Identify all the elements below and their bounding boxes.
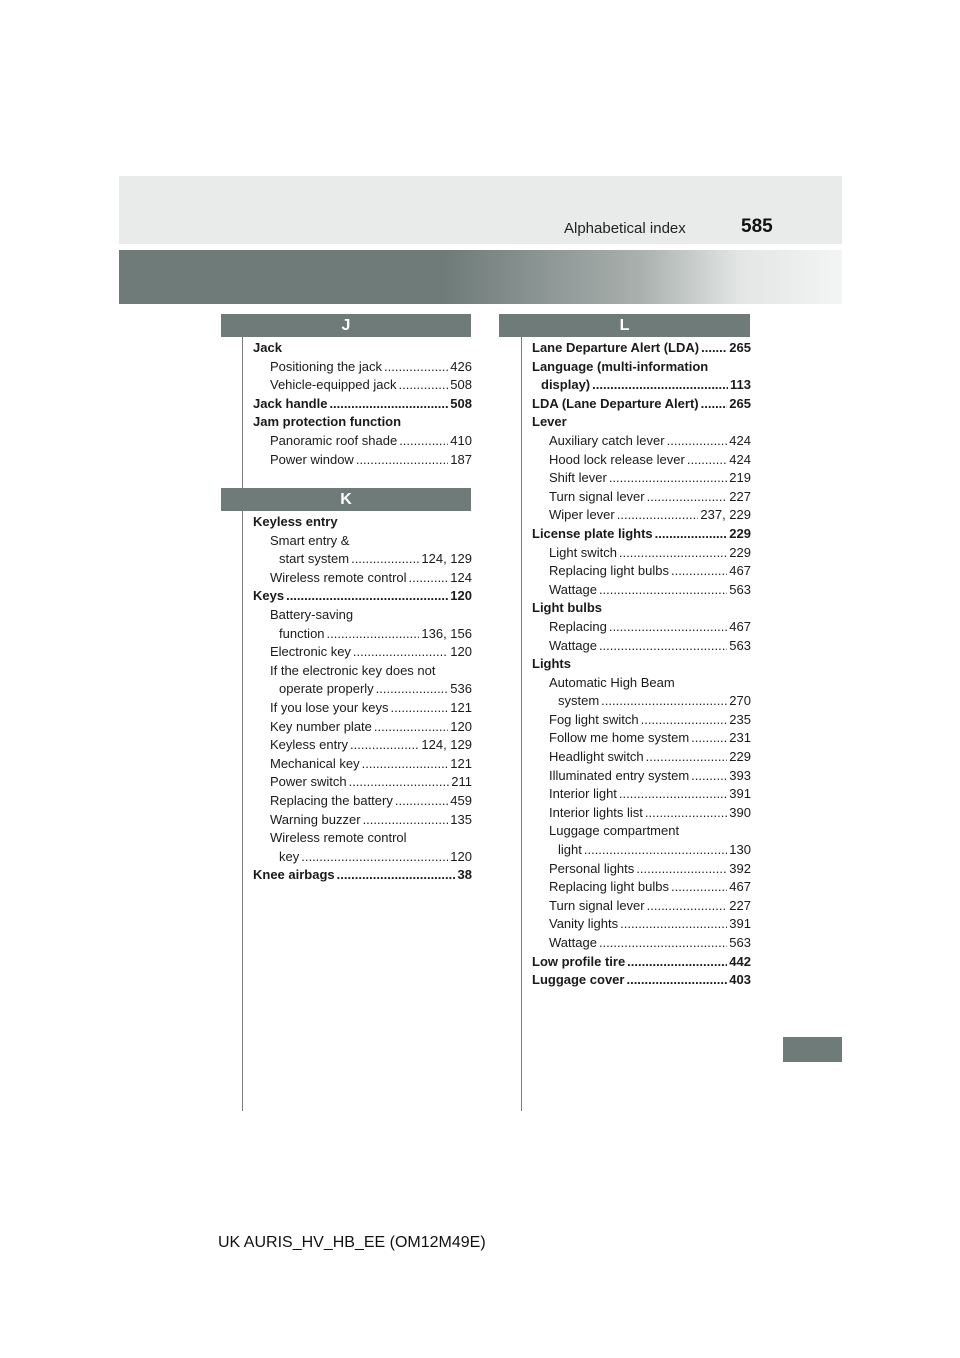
entry-page-ref[interactable]: 124, 129 (421, 551, 472, 567)
index-entry (532, 692, 751, 711)
index-entry (532, 785, 751, 804)
entry-page-ref[interactable]: 229 (729, 544, 751, 560)
entry-term: Headlight switch (549, 749, 644, 765)
entry-term: Luggage cover (532, 972, 625, 988)
index-column-j (253, 339, 472, 469)
index-entry (253, 699, 472, 718)
index-entry (532, 469, 751, 488)
index-column-k (253, 513, 472, 885)
dot-leader (398, 376, 448, 395)
dot-leader (691, 729, 727, 748)
dot-leader (599, 934, 727, 953)
index-entry (532, 674, 751, 693)
entry-page-ref[interactable]: 120 (450, 644, 472, 660)
dot-leader (619, 544, 727, 563)
dot-leader (667, 432, 728, 451)
entry-term: License plate lights (532, 525, 653, 541)
entry-term: Turn signal lever (549, 897, 645, 913)
entry-page-ref[interactable]: 120 (450, 718, 472, 734)
index-entry (532, 581, 751, 600)
index-entry (532, 860, 751, 879)
entry-term: Smart entry & (270, 532, 350, 548)
entry-term: If the electronic key does not (270, 662, 436, 678)
entry-term: Hood lock release lever (549, 451, 685, 467)
entry-page-ref[interactable]: 467 (729, 879, 751, 895)
left-column-rule (242, 337, 243, 1111)
entry-term: Interior lights list (549, 804, 643, 820)
entry-term: Wattage (549, 581, 597, 597)
index-entry (253, 718, 472, 737)
dot-leader (617, 506, 699, 525)
entry-term: Keyless entry (270, 737, 349, 753)
dot-leader (395, 792, 448, 811)
entry-page-ref[interactable]: 391 (729, 916, 751, 932)
index-entry (253, 755, 472, 774)
dot-leader (701, 395, 728, 414)
thumb-tab (783, 1037, 842, 1062)
entry-page-ref[interactable]: 390 (729, 804, 751, 820)
index-entry (532, 637, 751, 656)
index-entry (253, 587, 472, 606)
section-title: Alphabetical index (564, 220, 686, 237)
index-entry (253, 625, 472, 644)
index-entry (532, 711, 751, 730)
dot-leader (351, 550, 419, 569)
entry-page-ref[interactable]: 231 (729, 730, 751, 746)
index-entry (253, 829, 472, 848)
dot-leader (349, 773, 450, 792)
index-entry (253, 550, 472, 569)
dot-leader (627, 953, 727, 972)
dot-leader (376, 680, 449, 699)
entry-term: Replacing light bulbs (549, 879, 669, 895)
entry-page-ref[interactable]: 392 (729, 860, 751, 876)
index-entry (532, 655, 751, 674)
index-entry (253, 606, 472, 625)
entry-term: Luggage compartment (549, 823, 680, 839)
dot-leader (691, 767, 727, 786)
entry-term: Lane Departure Alert (LDA) (532, 340, 700, 355)
index-entry (253, 358, 472, 377)
dot-leader (601, 692, 727, 711)
entry-term: Lights (532, 656, 571, 672)
letter-heading-k: K (221, 488, 471, 511)
entry-page-ref[interactable]: 219 (729, 470, 751, 486)
entry-page-ref[interactable]: 508 (450, 395, 472, 411)
entry-term: Wattage (549, 935, 597, 950)
index-entry (532, 767, 751, 786)
entry-term: key (279, 848, 300, 864)
entry-term: Fog light switch (549, 711, 639, 727)
index-entry (532, 804, 751, 823)
entry-term: Follow me home system (549, 730, 690, 746)
index-entry (253, 643, 472, 662)
entry-term: light (558, 842, 582, 858)
index-entry (532, 413, 751, 432)
index-entry (253, 680, 472, 699)
entry-page-ref[interactable]: 121 (450, 699, 472, 715)
index-entry (253, 569, 472, 588)
index-entry (253, 866, 472, 885)
entry-page-ref[interactable]: 38 (457, 867, 472, 883)
index-entry (532, 488, 751, 507)
entry-term: Knee airbags (253, 867, 335, 883)
entry-page-ref[interactable]: 229 (729, 749, 751, 765)
dot-leader (647, 897, 728, 916)
index-entry (532, 897, 751, 916)
entry-page-ref[interactable]: 265 (729, 340, 751, 355)
index-entry (532, 451, 751, 470)
entry-term: Wireless remote control (270, 569, 407, 585)
dot-leader (647, 488, 728, 507)
entry-page-ref[interactable]: 508 (450, 377, 472, 393)
entry-page-ref[interactable]: 227 (729, 488, 751, 504)
entry-page-ref[interactable]: 121 (450, 755, 472, 771)
entry-term: Wattage (549, 637, 597, 653)
entry-term: Warning buzzer (270, 811, 361, 827)
letter-heading-j: J (221, 314, 471, 337)
dot-leader (609, 469, 727, 488)
entry-page-ref[interactable]: 442 (729, 953, 751, 969)
header-band (119, 250, 842, 304)
index-entry (532, 339, 751, 358)
index-entry (532, 878, 751, 897)
entry-term: display) (541, 377, 591, 393)
dot-leader (599, 581, 727, 600)
entry-term: Jam protection function (253, 414, 402, 430)
entry-term: Light switch (549, 544, 617, 560)
dot-leader (329, 395, 448, 414)
entry-term: Wireless remote control (270, 830, 407, 846)
index-entry (253, 662, 472, 681)
index-entry (532, 525, 751, 544)
entry-page-ref[interactable]: 187 (450, 451, 472, 467)
index-entry (532, 915, 751, 934)
entry-term: Battery-saving (270, 606, 354, 622)
index-column-l (532, 339, 751, 990)
index-entry (253, 376, 472, 395)
dot-leader (671, 878, 727, 897)
index-entry (253, 736, 472, 755)
entry-page-ref[interactable]: 536 (450, 681, 472, 697)
index-entry (532, 544, 751, 563)
entry-term: Interior light (549, 786, 617, 802)
entry-term: Replacing the battery (270, 792, 393, 808)
index-entry (532, 934, 751, 953)
index-entry (253, 848, 472, 867)
page-number: 585 (741, 216, 773, 237)
entry-page-ref[interactable]: 563 (729, 637, 751, 653)
index-entry (253, 339, 472, 358)
entry-page-ref[interactable]: 235 (729, 711, 751, 727)
dot-leader (671, 562, 727, 581)
dot-leader (350, 736, 419, 755)
entry-page-ref[interactable]: 403 (729, 972, 751, 988)
right-column-rule (521, 337, 522, 1111)
footer-code: UK AURIS_HV_HB_EE (OM12M49E) (218, 1234, 486, 1251)
dot-leader (626, 971, 727, 990)
index-entry (253, 432, 472, 451)
entry-term: Replacing (549, 618, 607, 634)
index-entry (253, 532, 472, 551)
index-entry (532, 395, 751, 414)
index-entry (253, 513, 472, 532)
entry-page-ref[interactable]: 227 (729, 897, 751, 913)
index-entry (253, 792, 472, 811)
dot-leader (362, 755, 449, 774)
index-entry (253, 811, 472, 830)
dot-leader (619, 785, 727, 804)
entry-term: Illuminated entry system (549, 767, 690, 783)
entry-page-ref[interactable]: 424 (729, 451, 751, 467)
entry-term: Mechanical key (270, 755, 360, 771)
dot-leader (646, 748, 728, 767)
entry-term: Positioning the jack (270, 358, 383, 374)
entry-page-ref[interactable]: 135 (450, 811, 472, 827)
entry-page-ref[interactable]: 393 (729, 767, 751, 783)
entry-page-ref[interactable]: 120 (450, 588, 472, 604)
dot-leader (356, 451, 448, 470)
dot-leader (409, 569, 449, 588)
index-entry (532, 822, 751, 841)
entry-page-ref[interactable]: 467 (729, 563, 751, 579)
dot-leader (620, 915, 727, 934)
index-entry (253, 413, 472, 432)
entry-term: start system (279, 551, 350, 567)
entry-term: Turn signal lever (549, 488, 645, 504)
dot-leader (636, 860, 727, 879)
index-entry (532, 358, 751, 377)
entry-term: If you lose your keys (270, 699, 389, 715)
entry-term: Jack handle (253, 395, 328, 411)
entry-term: Panoramic roof shade (270, 432, 398, 448)
entry-page-ref[interactable]: 270 (729, 693, 751, 709)
dot-leader (301, 848, 448, 867)
index-entry (532, 841, 751, 860)
index-entry (532, 729, 751, 748)
entry-page-ref[interactable]: 211 (451, 774, 472, 790)
entry-page-ref[interactable]: 113 (730, 377, 751, 393)
index-entry (532, 599, 751, 618)
dot-leader (687, 451, 727, 470)
entry-term: Lever (532, 414, 567, 430)
entry-term: function (279, 625, 325, 641)
entry-term: Key number plate (270, 718, 372, 734)
index-entry (532, 748, 751, 767)
index-entry (532, 953, 751, 972)
entry-page-ref[interactable]: 424 (729, 432, 751, 448)
dot-leader (609, 618, 727, 637)
entry-term: Keyless entry (253, 514, 338, 529)
entry-term: Light bulbs (532, 600, 603, 616)
index-entry (532, 971, 751, 990)
entry-page-ref[interactable]: 563 (729, 581, 751, 597)
entry-page-ref[interactable]: 563 (729, 935, 751, 950)
entry-term: LDA (Lane Departure Alert) (532, 395, 699, 411)
dot-leader (337, 866, 456, 885)
entry-page-ref[interactable]: 391 (729, 786, 751, 802)
index-entry (253, 773, 472, 792)
entry-term: Automatic High Beam (549, 674, 675, 690)
entry-page-ref[interactable]: 124 (450, 569, 472, 585)
entry-term: Shift lever (549, 470, 607, 486)
dot-leader (384, 358, 448, 377)
entry-page-ref[interactable]: 136, 156 (421, 625, 472, 641)
entry-term: Keys (253, 588, 285, 604)
entry-term: Language (multi-information (532, 358, 709, 374)
entry-page-ref[interactable]: 120 (450, 848, 472, 864)
dot-leader (363, 811, 449, 830)
entry-term: system (558, 693, 600, 709)
index-entry (253, 395, 472, 414)
dot-leader (584, 841, 727, 860)
entry-term: Vanity lights (549, 916, 619, 932)
dot-leader (599, 637, 727, 656)
header-bar (119, 176, 842, 244)
index-entry (532, 432, 751, 451)
entry-term: Power window (270, 451, 354, 467)
entry-term: Jack (253, 340, 282, 355)
dot-leader (701, 339, 727, 358)
entry-page-ref[interactable]: 426 (450, 358, 472, 374)
dot-leader (645, 804, 727, 823)
entry-page-ref[interactable]: 410 (450, 432, 472, 448)
dot-leader (641, 711, 728, 730)
dot-leader (374, 718, 448, 737)
entry-term: Electronic key (270, 644, 351, 660)
dot-leader (286, 587, 448, 606)
entry-page-ref[interactable]: 467 (729, 618, 751, 634)
dot-leader (353, 643, 448, 662)
letter-heading-l: L (499, 314, 750, 337)
dot-leader (399, 432, 448, 451)
entry-term: Personal lights (549, 860, 635, 876)
entry-page-ref[interactable]: 229 (729, 525, 751, 541)
entry-term: Vehicle-equipped jack (270, 377, 397, 393)
index-entry (532, 618, 751, 637)
entry-term: Auxiliary catch lever (549, 432, 665, 448)
dot-leader (655, 525, 728, 544)
dot-leader (327, 625, 420, 644)
index-entry (532, 506, 751, 525)
entry-page-ref[interactable]: 130 (729, 842, 751, 858)
entry-term: Wiper lever (549, 507, 615, 523)
entry-term: operate properly (279, 681, 374, 697)
entry-page-ref[interactable]: 459 (450, 792, 472, 808)
entry-page-ref[interactable]: 124, 129 (421, 737, 472, 753)
entry-term: Power switch (270, 774, 347, 790)
entry-term: Replacing light bulbs (549, 563, 669, 579)
index-entry (532, 562, 751, 581)
entry-page-ref[interactable]: 237, 229 (700, 507, 751, 523)
dot-leader (391, 699, 449, 718)
dot-leader (592, 376, 728, 395)
index-entry (253, 451, 472, 470)
entry-page-ref[interactable]: 265 (729, 395, 751, 411)
entry-term: Low profile tire (532, 953, 626, 969)
index-entry (532, 376, 751, 395)
